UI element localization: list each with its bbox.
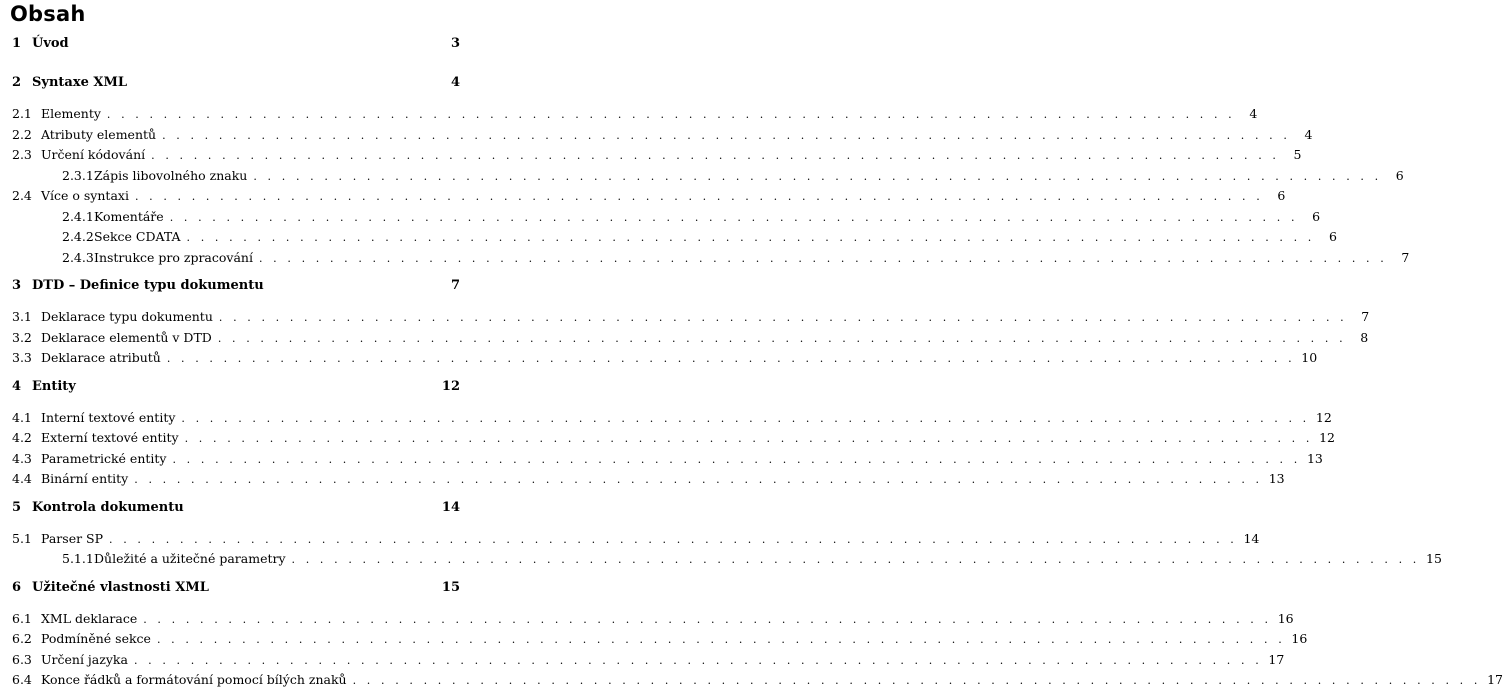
dot-leader: . . . . . . . . . . . . . . . . . . . . . . . . . . . . . . . . . . . . . . . . . . . . . . . . . . . . . . . . . . . . . . . . . . . . . . . . . . . . . . . . [133, 653, 1263, 667]
dot-leader: . . . . . . . . . . . . . . . . . . . . . . . . . . . . . . . . . . . . . . . . . . . . . . . . . . . . . . . . . . . . . . . . . . . . . . . . . . . . . . . . [162, 128, 1291, 142]
toc-entry[interactable] [12, 208, 1321, 229]
toc-entry-title: Komentáře [94, 208, 164, 224]
dot-leader: . . . . . . . . . . . . . . . . . . . . . . . . . . . . . . . . . . . . . . . . . . . . . . . . . . . . . . . . . . . . . . . . . . . . . . . . . . . . . . . . [134, 473, 1263, 486]
dot-leader: . . . . . . . . . . . . . . . . . . . . . . . . . . . . . . . . . . . . . . . . . . . . . . . . . . . . . . . . . . . . . . . . . . . . . . . . . . . . . . . . [186, 231, 1315, 244]
toc-entry-page: 8 [1360, 329, 1369, 345]
toc-entry-page: 6 [1312, 208, 1321, 224]
toc-entry-page: 4 [1304, 126, 1313, 142]
toc-entry-number: 6.1 [12, 610, 32, 626]
dot-leader: . . . . . . . . . . . . . . . . . . . . . . . . . . . . . . . . . . . . . . . . . . . . . . . . . . . . . . . . . . . . . . . . . . . . . . . . . . . . . . . . [134, 190, 1264, 203]
dot-leader: . . . . . . . . . . . . . . . . . . . . . . . . . . . . . . . . . . . . . . . . . . . . . . . . . . . . . . . . . . . . . . . . . . . . . . . . . . . . . . . . [151, 149, 1280, 162]
dot-leader: . . . . . . . . . . . . . . . . . . . . . . . . . . . . . . . . . . . . . . . . . . . . . . . . . . . . . . . . . . . . . . . . . . . . . . . . . . . . . . . . [218, 311, 1348, 324]
toc-entry[interactable] [12, 229, 1337, 249]
dot-leader: . . . . . . . . . . . . . . . . . . . . . . . . . . . . . . . . . . . . . . . . . . . . . . . . . . . . . . . . . . . . . . . . . . . . . . . . . . . . . . . . [184, 432, 1313, 445]
toc-entry-title: Konce řádků a formátování pomocí bílých znaků [41, 672, 347, 687]
toc-entry-title: Úvod [32, 36, 69, 51]
toc-entry-number: 2 [12, 75, 22, 90]
toc-entry-title: Podmíněné sekce [41, 631, 151, 646]
toc-entry-title: Kontrola dokumentu [32, 499, 184, 515]
toc-entry-title: Deklarace elementů v DTD [41, 329, 212, 345]
toc-entry[interactable] [12, 530, 1260, 551]
dot-leader: . . . . . . . . . . . . . . . . . . . . . . . . . . . . . . . . . . . . . . . . . . . . . . . . . . . . . . . . . . . . . . . . . . . . . . . . . . . . . . . . [169, 210, 1299, 224]
dot-leader: . . . . . . . . . . . . . . . . . . . . . . . . . . . . . . . . . . . . . . . . . . . . . . . . . . . . . . . . . . . . . . . . . . . . . . . . . . . . . . . . [217, 331, 1347, 345]
toc-entry-title: Parser SP [41, 530, 104, 546]
toc-entry-page: 3 [450, 36, 460, 51]
toc-entry-number: 5 [12, 499, 22, 515]
toc-entry[interactable] [12, 430, 1335, 450]
toc-entry-number: 1 [12, 36, 22, 51]
toc-entry-page: 17 [1268, 651, 1285, 667]
toc-entry-number: 2.1 [12, 106, 32, 121]
dot-leader: . . . . . . . . . . . . . . . . . . . . . . . . . . . . . . . . . . . . . . . . . . . . . . . . . . . . . . . . . . . . . . . . . . . . . . . . . . . . . . . . [106, 108, 1236, 121]
toc-entry-number: 2.4.1 [62, 208, 94, 224]
dot-leader: . . . . . . . . . . . . . . . . . . . . . . . . . . . . . . . . . . . . . . . . . . . . . . . . . . . . . . . . . . . . . . . . . . . . . . . . . . . . . . . . [253, 169, 1382, 183]
toc-entry-page: 5 [1293, 147, 1302, 162]
toc-entry-page: 4 [450, 75, 460, 90]
toc-entry[interactable] [12, 126, 1313, 147]
toc-entry-number: 4 [12, 378, 22, 394]
toc-entry[interactable] [12, 631, 1308, 651]
toc-entry[interactable] [12, 350, 1318, 370]
toc-entry[interactable] [12, 471, 1285, 491]
toc-entry[interactable] [12, 147, 1302, 167]
toc-entry-page: 6 [1395, 167, 1404, 183]
toc-entry-number: 2.4.2 [62, 229, 94, 244]
toc-entry[interactable] [12, 188, 1286, 208]
toc-entry-number: 5.1 [12, 530, 32, 546]
toc-entry-number: 3.1 [12, 309, 32, 324]
toc-entry-title: Důležité a užitečné parametry [94, 551, 286, 566]
toc-entry[interactable] [12, 329, 1369, 350]
toc-entry-number: 2.4.3 [62, 249, 94, 265]
toc-entry-title: Zápis libovolného znaku [94, 167, 248, 183]
toc-entry-title: Určení jazyka [41, 651, 128, 667]
toc-entry-page: 14 [441, 499, 460, 515]
toc-entry-page: 12 [1319, 430, 1335, 445]
toc-entry-number: 2.2 [12, 126, 32, 142]
toc-entry-title: Instrukce pro zpracování [94, 249, 253, 265]
toc-entry-title: Binární entity [41, 471, 129, 486]
toc-entry[interactable] [12, 36, 460, 56]
toc-entry-number: 4.3 [12, 450, 32, 466]
toc-entry-number: 4.2 [12, 430, 32, 445]
toc-entry-page: 7 [1401, 249, 1410, 265]
toc-entry-page: 12 [1315, 409, 1332, 425]
toc-entry-number: 6.4 [12, 672, 32, 687]
toc-entry-number: 6 [12, 579, 22, 595]
toc-entry[interactable] [12, 75, 460, 95]
toc-entry-page: 15 [1426, 551, 1442, 566]
toc-entry-number: 2.4 [12, 188, 32, 203]
toc-entry[interactable] [12, 450, 1323, 471]
toc-entry-number: 6.3 [12, 651, 32, 667]
dot-leader: . . . . . . . . . . . . . . . . . . . . . . . . . . . . . . . . . . . . . . . . . . . . . . . . . . . . . . . . . . . . . . . . . . . . . . . . . . . . . . . . [181, 411, 1310, 425]
toc-entry-page: 13 [1268, 471, 1285, 486]
toc-entry-page: 6 [1277, 188, 1286, 203]
toc-entry-title: Externí textové entity [41, 430, 179, 445]
toc-entry-page: 17 [1487, 672, 1503, 687]
toc-entry-number: 2.3 [12, 147, 32, 162]
toc-entry-title: DTD – Definice typu dokumentu [32, 278, 264, 293]
toc-entry[interactable] [12, 500, 460, 520]
page-title: Obsah [10, 2, 86, 26]
toc-entry[interactable] [12, 309, 1370, 329]
toc-entry-title: Sekce CDATA [94, 229, 181, 244]
toc-entry-page: 16 [1277, 610, 1294, 626]
toc-entry-number: 3 [12, 278, 22, 293]
toc-entry-page: 16 [1291, 631, 1308, 646]
dot-leader: . . . . . . . . . . . . . . . . . . . . . . . . . . . . . . . . . . . . . . . . . . . . . . . . . . . . . . . . . . . . . . . . . . . . . . . . . . . . . . . . [172, 452, 1301, 466]
dot-leader: . . . . . . . . . . . . . . . . . . . . . . . . . . . . . . . . . . . . . . . . . . . . . . . . . . . . . . . . . . . . . . . . . . . . . . . . . . . . . . . . [156, 633, 1286, 646]
toc-entry-title: XML deklarace [41, 610, 138, 626]
dot-leader: . . . . . . . . . . . . . . . . . . . . . . . . . . . . . . . . . . . . . . . . . . . . . . . . . . . . . . . . . . . . . . . . . . . . . . . . . . . . . . . . [352, 674, 1481, 687]
toc-entry-page: 7 [1361, 309, 1370, 324]
toc-entry-page: 13 [1306, 450, 1323, 466]
dot-leader: . . . . . . . . . . . . . . . . . . . . . . . . . . . . . . . . . . . . . . . . . . . . . . . . . . . . . . . . . . . . . . . . . . . . . . . . . . . . . . . . [166, 352, 1296, 365]
toc-entry-number: 3.3 [12, 350, 32, 365]
toc-entry[interactable] [12, 610, 1294, 631]
toc-entry-page: 15 [441, 579, 460, 595]
toc-entry-title: Parametrické entity [41, 450, 167, 466]
dot-leader: . . . . . . . . . . . . . . . . . . . . . . . . . . . . . . . . . . . . . . . . . . . . . . . . . . . . . . . . . . . . . . . . . . . . . . . . . . . . . . . . [143, 612, 1272, 626]
toc-entry-number: 5.1.1 [62, 551, 94, 566]
toc-entry[interactable] [12, 106, 1258, 126]
toc-entry-number: 4.4 [12, 471, 32, 486]
toc-entry-title: Deklarace atributů [41, 350, 161, 365]
toc-entry[interactable] [12, 249, 1410, 270]
toc-entry-title: Syntaxe XML [32, 75, 127, 90]
toc-entry-page: 10 [1301, 350, 1318, 365]
toc-entry[interactable] [12, 409, 1332, 430]
toc-entry-number: 4.1 [12, 409, 32, 425]
toc-entry-page: 14 [1243, 530, 1260, 546]
toc-entry[interactable] [12, 379, 460, 399]
toc-entry-title: Atributy elementů [41, 126, 157, 142]
toc-entry[interactable] [12, 551, 1442, 571]
toc-entry-title: Užitečné vlastnosti XML [32, 579, 209, 595]
toc-entry[interactable] [12, 278, 460, 298]
toc-entry[interactable] [12, 580, 460, 600]
toc-entry-title: Interní textové entity [41, 409, 176, 425]
toc-entry-page: 12 [441, 378, 460, 394]
dot-leader: . . . . . . . . . . . . . . . . . . . . . . . . . . . . . . . . . . . . . . . . . . . . . . . . . . . . . . . . . . . . . . . . . . . . . . . . . . . . . . . . [109, 532, 1238, 546]
dot-leader: . . . . . . . . . . . . . . . . . . . . . . . . . . . . . . . . . . . . . . . . . . . . . . . . . . . . . . . . . . . . . . . . . . . . . . . . . . . . . . . . [291, 553, 1420, 566]
toc-entry-title: Entity [32, 378, 76, 394]
toc-entry-number: 3.2 [12, 329, 32, 345]
toc-entry-page: 7 [450, 278, 460, 293]
toc-entry[interactable] [12, 651, 1285, 672]
toc-entry-title: Deklarace typu dokumentu [41, 309, 213, 324]
dot-leader: . . . . . . . . . . . . . . . . . . . . . . . . . . . . . . . . . . . . . . . . . . . . . . . . . . . . . . . . . . . . . . . . . . . . . . . . . . . . . . . . [258, 251, 1388, 265]
toc-entry-title: Určení kódování [41, 147, 146, 162]
toc-entry-page: 6 [1328, 229, 1337, 244]
toc-entry-title: Více o syntaxi [41, 188, 129, 203]
toc-entry-number: 6.2 [12, 631, 32, 646]
toc-entry[interactable] [12, 167, 1404, 188]
toc-entry-title: Elementy [41, 106, 101, 121]
toc-entry[interactable] [12, 672, 1503, 692]
toc-entry-page: 4 [1249, 106, 1258, 121]
toc-entry-number: 2.3.1 [62, 167, 94, 183]
